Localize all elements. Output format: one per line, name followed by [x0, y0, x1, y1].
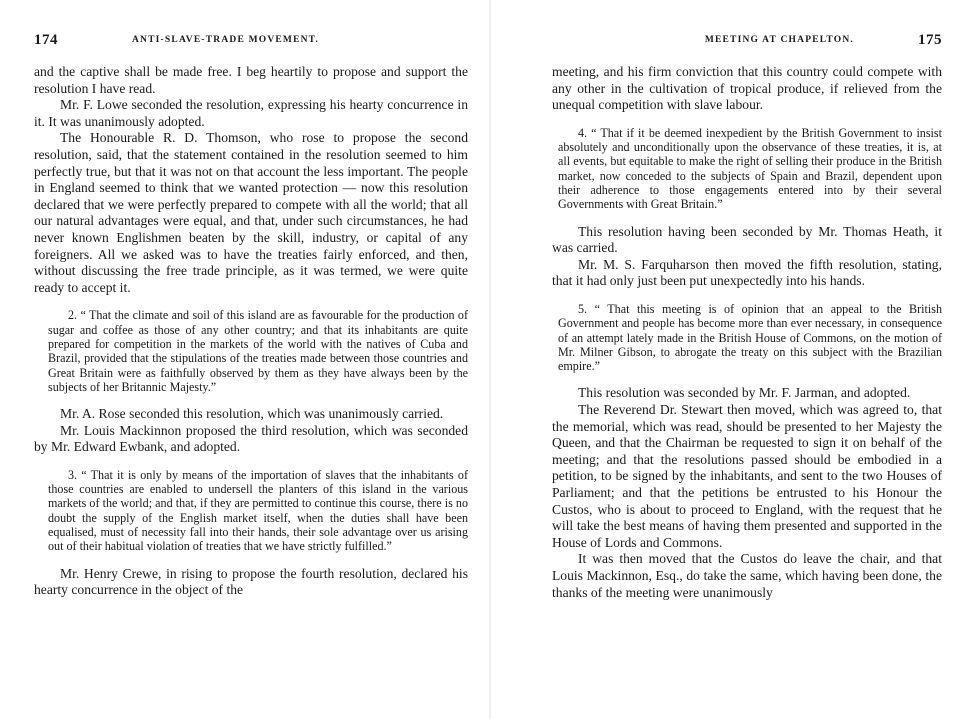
right-running-head	[552, 32, 942, 54]
paragraph: Mr. F. Lowe seconded the resolution, expressing his hearty concurrence in it. It was unanimously adopted.	[34, 97, 468, 129]
resolution-quote: 3. “ That it is only by means of the importation of slaves that the inhabitants of those countries are enabled to undersell the planters of this island in the various markets of the world; and that, if they are permitted to continue this course, there is no doubt the supply of the English market itself, when the duties shall have been equalised, must of necessity fall into their hands, their sole advantage over us arising out of their habitual violation of treaties that we have strictly fulfilled.”	[48, 467, 468, 554]
resolution-quote: 4. “ That if it be deemed inexpedient by the British Government to insist absolutely and unconditionally upon the observance of these treaties, it is, at all events, but equitable to make the right of selling their produce in the British market, now conceded to the subjects of Spain and Brazil, dependent upon their adherence to those engagements entered into by their several Governments with Great Britain.”	[558, 125, 942, 212]
paragraph: Mr. Louis Mackinnon proposed the third resolution, which was seconded by Mr. Edward Ewbank, and adopted.	[34, 422, 468, 455]
paragraph: The Honourable R. D. Thomson, who rose to propose the second resolution, said, that the statement contained in the resolution seemed to him perfectly true, but that it was not on that account the less important. The people in England seemed to think that we wanted protection — now this resolution declared that we were perfectly prepared to compete with all the world; that all our natural advantages were equal, and that, under such circumstances, he had never known Englishmen beaten by the skill, industry, or capital of any foreigners. All we asked was to have the treaties fairly enforced, and then, without discussing the free trade principle, as it was termed, we were quite ready to accept it.	[34, 130, 468, 295]
paragraph: The Reverend Dr. Stewart then moved, which was agreed to, that the memorial, which was read, should be presented to her Majesty the Queen, and that the Chairman be requested to sign it on behalf of the meeting; and that the resolutions passed should be embodied in a petition, to be signed by the inhabitants, and sent to the two Houses of Parliament; and that the petitions be entrusted to his Honour the Custos, who is about to proceed to England, with the request that he will take the best means of having them presented and supported in the House of Lords and Commons.	[552, 402, 942, 550]
paragraph: This resolution was seconded by Mr. F. Jarman, and adopted.	[578, 385, 911, 401]
paragraph: and the captive shall be made free. I beg heartily to propose and support the resolution I have read.	[34, 64, 468, 96]
right-page-number: 175	[918, 32, 942, 48]
right-page	[490, 0, 980, 719]
paragraph: This resolution having been seconded by Mr. Thomas Heath, it was carried.	[552, 223, 942, 256]
left-page-number: 174	[34, 32, 58, 48]
paragraph: meeting, and his firm conviction that this country could compete with any other in the cultivation of tropical produce, if relieved from the unequal competition with slave labour.	[552, 64, 942, 113]
resolution-quote: 5. “ That this meeting is of opinion that an appeal to the British Government and people has become more than ever necessary, in consequence of an attempt lately made in the British House of Commons, on the motion of Mr. Milner Gibson, to abrogate the treaty on this subject with the Brazilian empire.”	[558, 301, 942, 374]
paragraph: Mr. A. Rose seconded this resolution, which was unanimously carried.	[60, 406, 444, 422]
right-running-title: MEETING AT CHAPELTON.	[704, 35, 854, 45]
left-running-head	[34, 32, 468, 54]
paragraph: It was then moved that the Custos do leave the chair, and that Louis Mackinnon, Esq., do take the same, which having been done, the thanks of the meeting were unanimously	[552, 551, 942, 600]
paragraph: Mr. M. S. Farquharson then moved the fifth resolution, stating, that it had only just been put unexpectedly into his hands.	[552, 256, 942, 289]
left-running-title: ANTI-SLAVE-TRADE MOVEMENT.	[132, 35, 320, 45]
resolution-quote: 2. “ That the climate and soil of this island are as favourable for the production of sugar and coffee as those of any other country; and that its inhabitants are quite prepared for competition in the markets of the world with the natives of Cuba and Brazil, provided that the stipulations of the treaties made between those countries and Great Britain were as faithfully observed by them as they have always been by the subjects of her Britannic Majesty.”	[48, 308, 468, 394]
paragraph: Mr. Henry Crewe, in rising to propose the fourth resolution, declared his hearty concurrence in the object of the	[34, 565, 468, 598]
